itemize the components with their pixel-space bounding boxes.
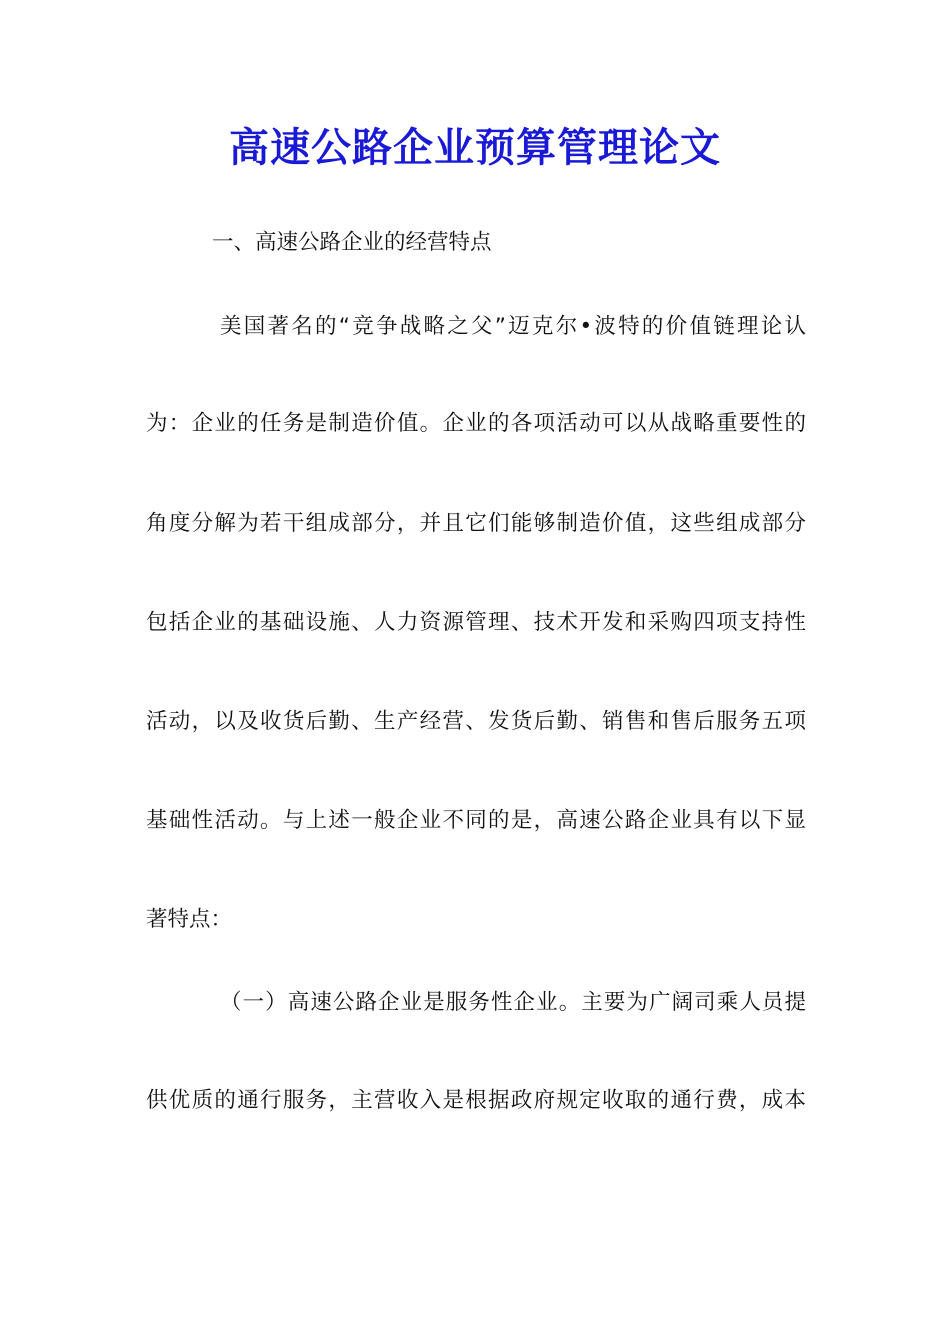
paragraph-2-line-2: 供优质的通行服务，主营收入是根据政府规定收取的通行费，成本 [146, 1088, 806, 1113]
section-heading: 一、高速公路企业的经营特点 [212, 230, 492, 255]
paragraph-1-line-3: 角度分解为若干组成部分，并且它们能够制造价值，这些组成部分 [146, 511, 806, 536]
paragraph-1-line-5: 活动，以及收货后勤、生产经营、发货后勤、销售和售后服务五项 [146, 709, 806, 734]
paragraph-1-line-6: 基础性活动。与上述一般企业不同的是，高速公路企业具有以下显 [146, 808, 806, 833]
paragraph-1-line-7: 著特点： [146, 907, 233, 932]
paragraph-1-line-2: 为：企业的任务是制造价值。企业的各项活动可以从战略重要性的 [146, 411, 806, 436]
paragraph-1-line-4: 包括企业的基础设施、人力资源管理、技术开发和采购四项支持性 [146, 610, 806, 635]
paragraph-1-line-1: 美国著名的“竞争战略之父”迈克尔•波特的价值链理论认 [220, 314, 806, 339]
document-title: 高速公路企业预算管理论文 [229, 124, 721, 171]
paragraph-2-line-1: （一）高速公路企业是服务性企业。主要为广阔司乘人员提 [220, 990, 806, 1015]
